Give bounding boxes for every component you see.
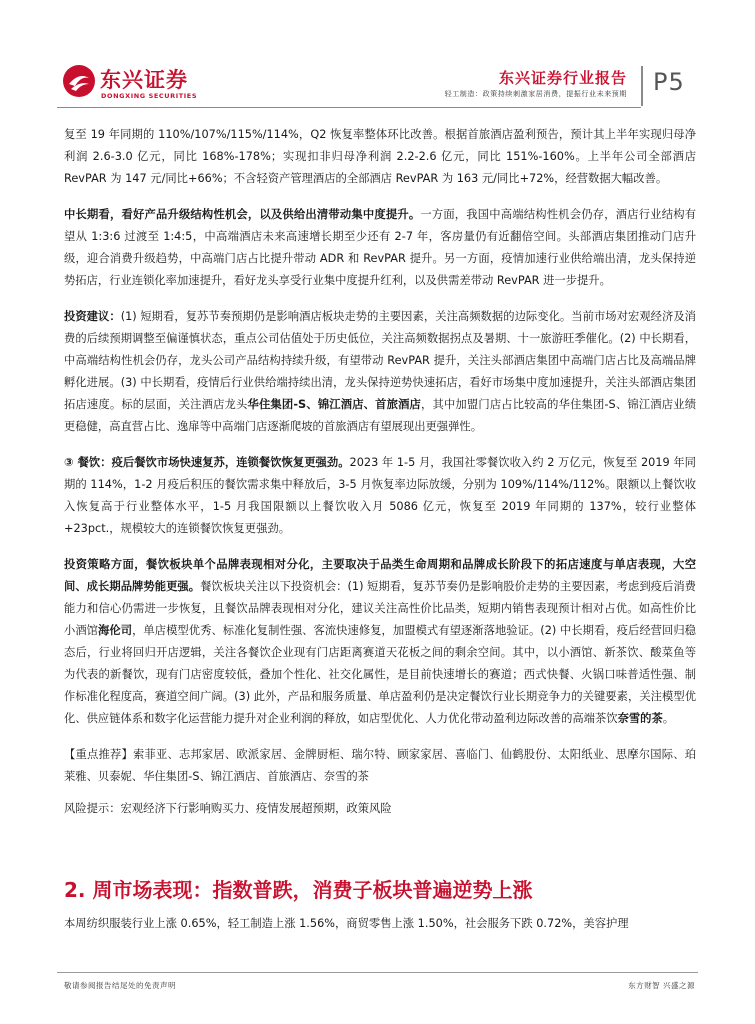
paragraph-text: 。 — [662, 712, 675, 725]
paragraph-text: 一方面，我国中高端结构性机会仍存，酒店行业结构有望从 1:3:6 过渡至 1:4:5，中高端酒店未来高速增长期至少还有 2-7 年，客房量仍有近翻倍空间。头部酒店集团推动门店升级，迎合消费升级趋势，中高端门店占比提升带动 ADR 和 RevPAR 提升。另一方面，疫情加速行业供给端出清，龙头保持逆势拓店，行业连锁化率加速提升，看好龙头享受行业集中度提升红利，以及供需差带动 RevPAR 进一步提升。 — [64, 208, 696, 287]
header-divider — [57, 107, 641, 108]
section-heading: 2. 周市场表现：指数普跌，消费子板块普遍逆势上涨 — [64, 878, 533, 902]
recommended-hotel-stocks: 华住集团-S、锦江酒店、首旅酒店 — [247, 398, 422, 411]
hotel-earnings-paragraph — [64, 124, 696, 190]
paragraph-text: ，其中加盟门店占比较高的华住集团-S、锦江酒店业绩更稳健，高直营占比、逸扉等中高端门店逐渐爬坡的首旅酒店有望展现出更强弹性。 — [64, 398, 697, 433]
report-title: 东兴证券行业报告 — [498, 69, 627, 87]
key-recommendations — [64, 744, 696, 788]
paragraph-lead: 投资建议： — [64, 310, 121, 323]
report-subtitle: 轻工制造：政策持续刺激家居消费，提振行业未来预期 — [444, 90, 627, 98]
paragraph-text: (1) 短期看，复苏节奏预期仍是影响酒店板块走势的主要因素，关注高频数据的边际变化。当前市场对宏观经济及消费的后续预期调整至偏谨慎状态，重点公司估值处于历史低位，关注高频数据拐点及暑期、十一旅游旺季催化。(2) 中长期看，中高端结构性机会仍存，龙头公司产品结构持续升级，有望带动 RevPAR 提升，关注头部酒店集团中高端门店占比及高端品牌孵化进展。(3) 中长期看，疫情后行业供给端持续出清，龙头保持逆势快速拓店，看好市场集中度加速提升，关注头部酒店集团拓店速度。标的层面，关注酒店龙头 — [64, 310, 696, 411]
paragraph-lead: ③ 餐饮：疫后餐饮市场快速复苏，连锁餐饮恢复更强劲。 — [64, 456, 350, 469]
hotel-long-term-paragraph — [64, 204, 696, 292]
stock-name-highlight: 海伦司 — [98, 624, 133, 637]
hotel-investment-advice-paragraph — [64, 306, 696, 438]
stock-name-highlight: 奈雪的茶 — [617, 712, 663, 725]
logo-text-cn: 东兴证券 — [100, 68, 188, 92]
logo-text-en: DONGXING SECURITIES — [101, 92, 198, 100]
footer-divider — [57, 972, 698, 973]
paragraph-text: ，单店模型优秀、标准化复制性强、客流快速修复，加盟模式有望逐渐落地验证。(2) 中长期看，疫后经营回归稳态后，行业将回归开店逻辑，关注各餐饮企业现有门店距离赛道天花板之间的剩余空间。其中，以小酒馆、新茶饮、酸菜鱼等为代表的新餐饮，现有门店密度较低，叠加个性化、社交化属性，是目前快速增长的赛道；西式快餐、火锅口味普适性强、制作标准化程度高，赛道空间广阔。(3) 此外，产品和服务质量、单店盈利仍是决定餐饮行业长期竞争力的关键要素，关注模型优化、供应链体系和数字化运营能力提升对企业利润的释放，如店型优化、人力优化带动盈利边际改善的高端茶饮 — [64, 624, 696, 725]
section-first-line: 本周纺织服装行业上涨 0.65%，轻工制造上涨 1.56%，商贸零售上涨 1.50%，社会服务下跌 0.72%，美容护理 — [64, 917, 629, 930]
catering-recovery-paragraph — [64, 452, 696, 540]
paragraph-text: 【重点推荐】索菲亚、志邦家居、欧派家居、金牌厨柜、瑞尔特、顾家家居、喜临门、仙鹤股份、太阳纸业、思摩尔国际、珀莱雅、贝泰妮、华住集团-S、锦江酒店、首旅酒店、奈雪的茶 — [64, 748, 696, 783]
report-body — [64, 124, 696, 820]
page-number: P5 — [653, 68, 685, 96]
dongxing-logo-icon — [62, 64, 96, 98]
page-header — [0, 0, 755, 110]
paragraph-text: 风险提示：宏观经济下行影响购买力、疫情发展超预期，政策风险 — [64, 802, 392, 815]
paragraph-lead: 投资策略方面，餐饮板块单个品牌表现相对分化，主要取决于品类生命周期和品牌成长阶段下的拓店速度与单店表现，大空间、成长期品牌势能更强。 — [64, 558, 696, 593]
footer-slogan: 东方财智 兴盛之源 — [628, 981, 695, 990]
paragraph-text: 餐饮板块关注以下投资机会：(1) 短期看，复苏节奏仍是影响股价走势的主要因素，考虑到疫后消费能力和信心仍需进一步恢复，且餐饮品牌表现相对分化，建议关注高性价比品类，短期内销售表现预计相对占优。如高性价比小酒馆 — [64, 580, 696, 637]
header-divider-vertical — [641, 66, 643, 106]
risk-warning — [64, 798, 696, 820]
paragraph-lead: 中长期看，看好产品升级结构性机会，以及供给出清带动集中度提升。 — [64, 208, 421, 221]
footer-disclaimer: 敬请参阅报告结尾处的免责声明 — [64, 981, 176, 990]
dongxing-logo — [62, 62, 212, 106]
paragraph-text: 复至 19 年同期的 110%/107%/115%/114%，Q2 恢复率整体环比改善。根据首旅酒店盈利预告，预计其上半年实现归母净利润 2.6-3.0 亿元，同比 168%-178%；实现扣非归母净利润 2.2-2.6 亿元，同比 151%-160%。上半年公司全部酒店 RevPAR 为 147 元/同比+66%；不含轻资产管理酒店的全部酒店 RevPAR 为 163 元/同比+72%，经营数据大幅改善。 — [64, 128, 696, 185]
paragraph-text: 2023 年 1-5 月，我国社零餐饮收入约 2 万亿元，恢复至 2019 年同期的 114%，1-2 月疫后积压的餐饮需求集中释放后，3-5 月恢复率边际放缓，分别为 109%/114%/112%。限额以上餐饮收入恢复高于行业整体水平，1-5 月我国限额以上餐饮收入月 5086 亿元，恢复至 2019 年同期的 137%，较行业整体+23pct.，规模较大的连锁餐饮恢复更强劲。 — [64, 456, 696, 535]
catering-strategy-paragraph — [64, 554, 696, 730]
